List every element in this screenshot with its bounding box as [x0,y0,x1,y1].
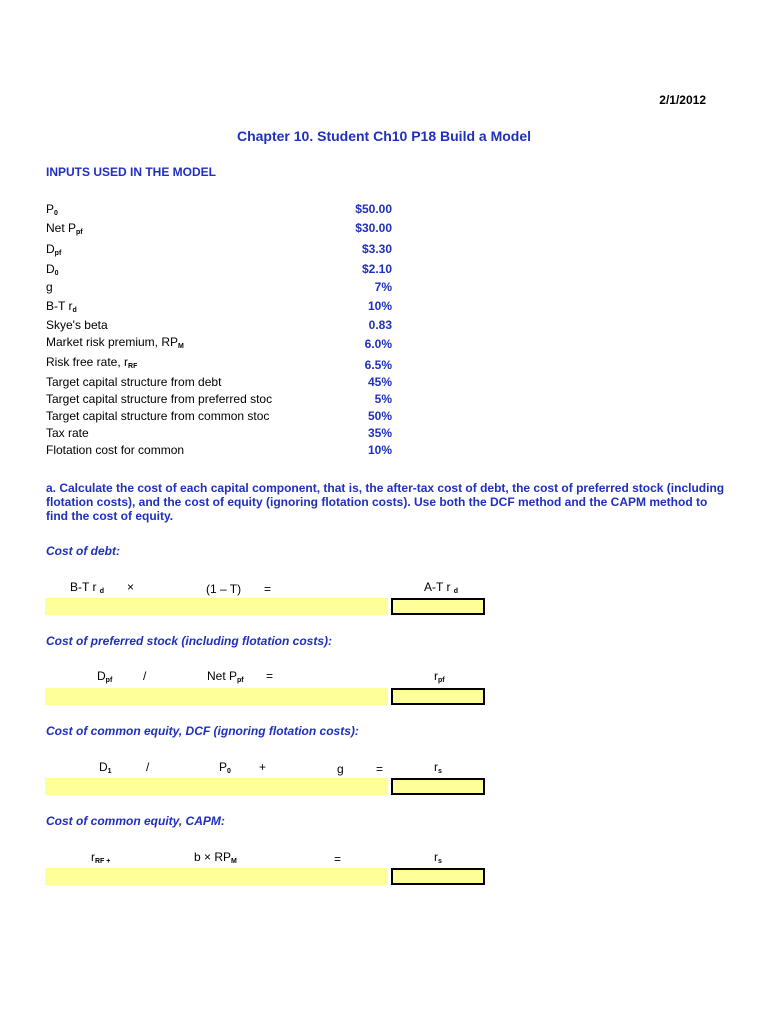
input-row-rpm [46,335,392,352]
input-label: Market risk premium, $RP_M$ [46,335,184,350]
input-label: Skye's beta [46,318,108,332]
input-row-g [46,280,392,297]
input-label: Flotation cost for common [46,443,185,457]
formula-rs: $r_s$ [434,850,442,865]
input-row-flotation [46,443,392,460]
cost-of-equity-dcf-heading: Cost of common equity, DCF (ignoring flotation costs): [46,724,359,738]
input-value[interactable]: 45% [367,375,392,389]
input-label: $D_{pf}$ [46,242,62,257]
input-value[interactable]: $30.00 [355,221,392,235]
input-value[interactable]: 6.5% [364,358,392,372]
input-label: B-T $r_d$ [46,299,77,314]
input-row-p0 [46,202,392,219]
formula-equals: = [266,669,274,683]
formula-one-minus-t: (1 – T) [206,582,242,596]
formula-equals: = [264,582,272,596]
formula-rrf: $r_{RF +}$ [91,850,111,865]
date-label: 2/1/2012 [659,93,706,107]
input-row-beta [46,318,392,335]
input-row-bt-rd [46,299,392,316]
inputs-heading: INPUTS USED IN THE MODEL [46,165,217,179]
input-value[interactable]: 5% [374,392,392,406]
cost-of-preferred-cell[interactable] [391,688,485,705]
cost-of-preferred-heading: Cost of preferred stock (including flotation costs): [46,634,333,648]
formula-b-rpm: $b \times RP_M$ [194,850,237,865]
cost-of-equity-dcf-cell[interactable] [391,778,485,795]
formula-rs: $r_s$ [434,760,442,775]
input-row-rrf [46,355,392,372]
input-value[interactable]: 50% [367,409,392,423]
input-label: g [46,280,53,294]
input-value[interactable]: 35% [367,426,392,440]
debt-calc-row[interactable] [45,598,388,615]
formula-rpf: $r_{pf}$ [434,669,445,684]
formula-g: g [337,762,344,776]
formula-slash: / [143,669,147,683]
input-value[interactable]: 6.0% [364,337,392,351]
formula-net-ppf: Net $P_{pf}$ [207,669,244,684]
input-row-tax [46,426,392,443]
capm-calc-row[interactable] [45,868,388,885]
input-label: Target capital structure from debt [46,375,222,389]
input-row-wpf [46,392,392,409]
formula-equals: = [376,762,384,776]
input-row-dpf [46,242,392,259]
formula-slash: / [146,760,150,774]
formula-bt-rd: B-T r $_d$ [70,580,105,595]
formula-plus: + [259,760,267,774]
page-title: Chapter 10. Student Ch10 P18 Build a Model [236,128,532,144]
formula-d1: $D_1$ [99,760,112,775]
input-label: $P_0$ [46,202,58,217]
formula-p0: $P_0$ [219,760,231,775]
formula-times: × [127,580,135,594]
input-label: Risk free rate, $r_{RF}$ [46,355,138,370]
input-value[interactable]: $3.30 [361,242,392,256]
input-row-wd [46,375,392,392]
dcf-calc-row[interactable] [45,778,388,795]
question-a-instruction: a. Calculate the cost of each capital component, that is, the after-tax cost of debt, the cost of preferred stock (including flotation costs), and the cost of equity (ignoring flotation costs). Use both the DCF method and the CAPM method to find the cost of equity. [46,481,725,523]
input-value[interactable]: 7% [374,280,392,294]
preferred-calc-row[interactable] [45,688,388,705]
after-tax-cost-of-debt-cell[interactable] [391,598,485,615]
cost-of-equity-capm-heading: Cost of common equity, CAPM: [46,814,225,828]
input-value[interactable]: $2.10 [361,262,392,276]
cost-of-debt-heading: Cost of debt: [46,544,120,558]
input-label: Net $P_{pf}$ [46,221,83,236]
formula-equals: = [334,852,342,866]
input-label: $D_0$ [46,262,59,277]
input-value[interactable]: $50.00 [355,202,392,216]
input-label: Tax rate [46,426,89,440]
input-label: Target capital structure from common stoc [46,409,270,423]
input-row-d0 [46,262,392,279]
input-label: Target capital structure from preferred stoc [46,392,273,406]
formula-dpf: $D_{pf}$ [97,669,113,684]
input-row-wce [46,409,392,426]
formula-at-rd: A-T r $_d$ [424,580,459,595]
input-value[interactable]: 10% [367,299,392,313]
cost-of-equity-capm-cell[interactable] [391,868,485,885]
input-row-net-ppf [46,221,392,238]
input-value[interactable]: 0.83 [368,318,392,332]
input-value[interactable]: 10% [367,443,392,457]
